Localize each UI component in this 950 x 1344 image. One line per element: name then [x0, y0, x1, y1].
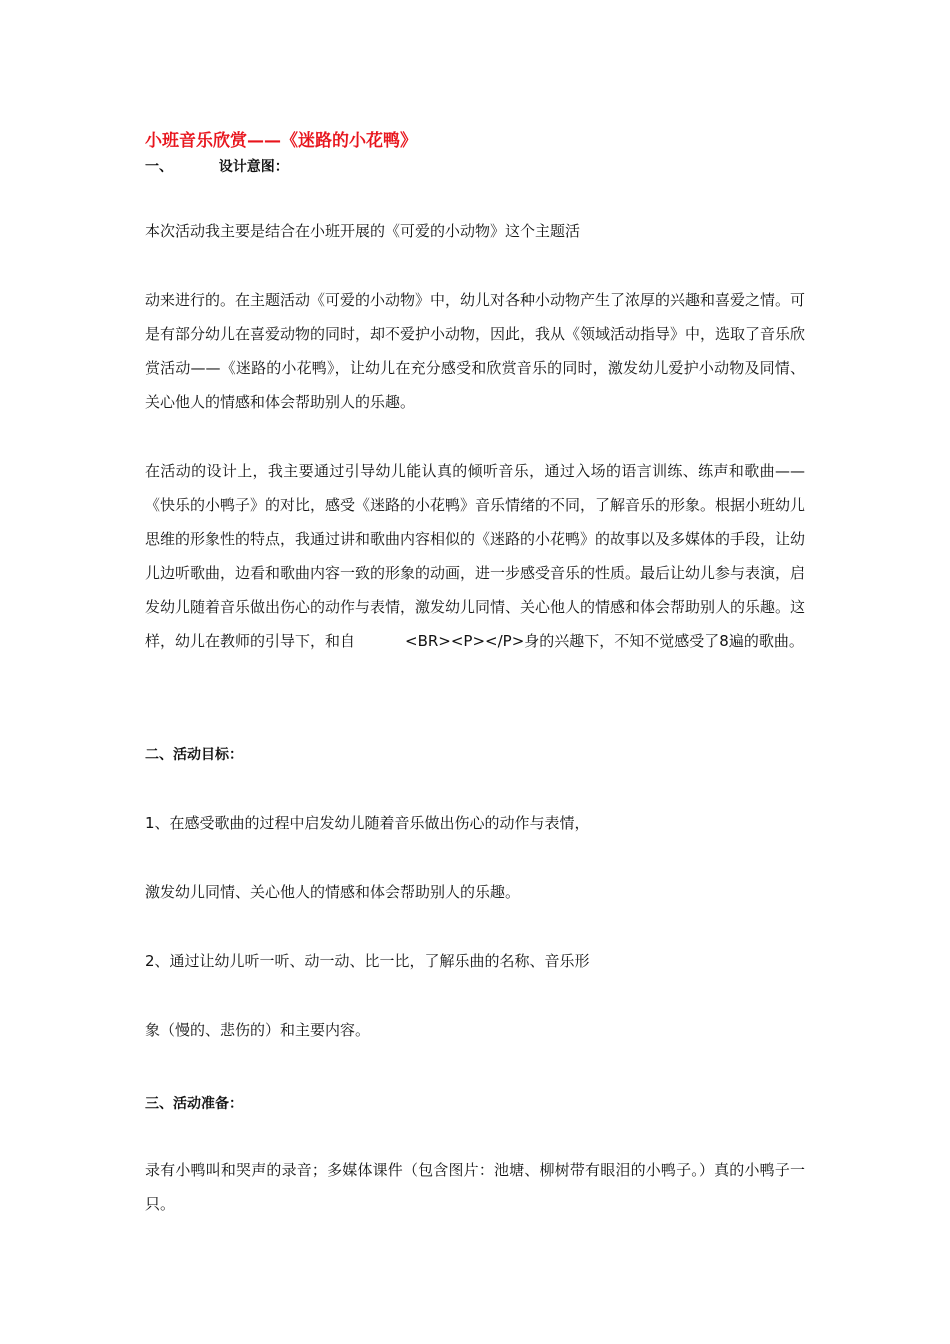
section-heading-goals: 二、活动目标： — [145, 747, 243, 763]
goal-2-cont: 象（慢的、悲伤的）和主要内容。 — [145, 1021, 371, 1039]
section-label: 设计意图： — [218, 159, 289, 175]
paragraph-intro-line: 本次活动我主要是结合在小班开展的《可爱的小动物》这个主题活 — [145, 222, 581, 240]
paragraph-intro: 动来进行的。在主题活动《可爱的小动物》中，幼儿对各种小动物产生了浓厚的兴趣和喜爱之情。可是有部分幼儿在喜爱动物的同时，却不爱护小动物，因此，我从《领域活动指导》中，选取了音乐欣赏活动——《迷路的小花鸭》，让幼儿在充分感受和欣赏音乐的同时，激发幼儿爱护小动物及同情、关心他人的情感和体会帮助别人的乐趣。 — [145, 291, 806, 411]
goal-2-line: 2、通过让幼儿听一听、动一动、比一比，了解乐曲的名称、音乐形 — [145, 952, 590, 970]
section-number: 一、 — [145, 159, 173, 175]
goal-1-cont: 激发幼儿同情、关心他人的情感和体会帮助别人的乐趣。 — [145, 883, 521, 901]
paragraph-prep: 录有小鸭叫和哭声的录音；多媒体课件（包含图片：池塘、柳树带有眼泪的小鸭子。）真的小鸭子一只。 — [145, 1161, 805, 1213]
section-heading-prep: 三、活动准备： — [145, 1096, 243, 1112]
document-title: 小班音乐欣赏——《迷路的小花鸭》 — [145, 131, 417, 151]
paragraph-design-text: 在活动的设计上，我主要通过引导幼儿能认真的倾听音乐，通过入场的语言训练、练声和歌曲——《快乐的小鸭子》的对比，感受《迷路的小花鸭》音乐情绪的不同，了解音乐的形象。根据小班幼儿思维的形象性的特点，我通过讲和歌曲内容相似的《迷路的小花鸭》的故事以及多媒体的手段，让幼儿边听歌曲，边看和歌曲内容一致的形象的动画，进一步感受音乐的性质。最后让幼儿参与表演，启发幼儿随着音乐做出伤心的动作与表情，激发幼儿同情、关心他人的情感和体会帮助别人的乐趣。这样，幼儿在教师的引导下，和自 — [145, 462, 806, 650]
paragraph-design — [145, 454, 805, 658]
section-heading-design — [145, 156, 805, 176]
paragraph-design-tail: <BR><P></P>身的兴趣下，不知不觉感受了8遍的歌曲。 — [405, 632, 804, 650]
goal-1-line: 1、在感受歌曲的过程中启发幼儿随着音乐做出伤心的动作与表情， — [145, 814, 590, 832]
